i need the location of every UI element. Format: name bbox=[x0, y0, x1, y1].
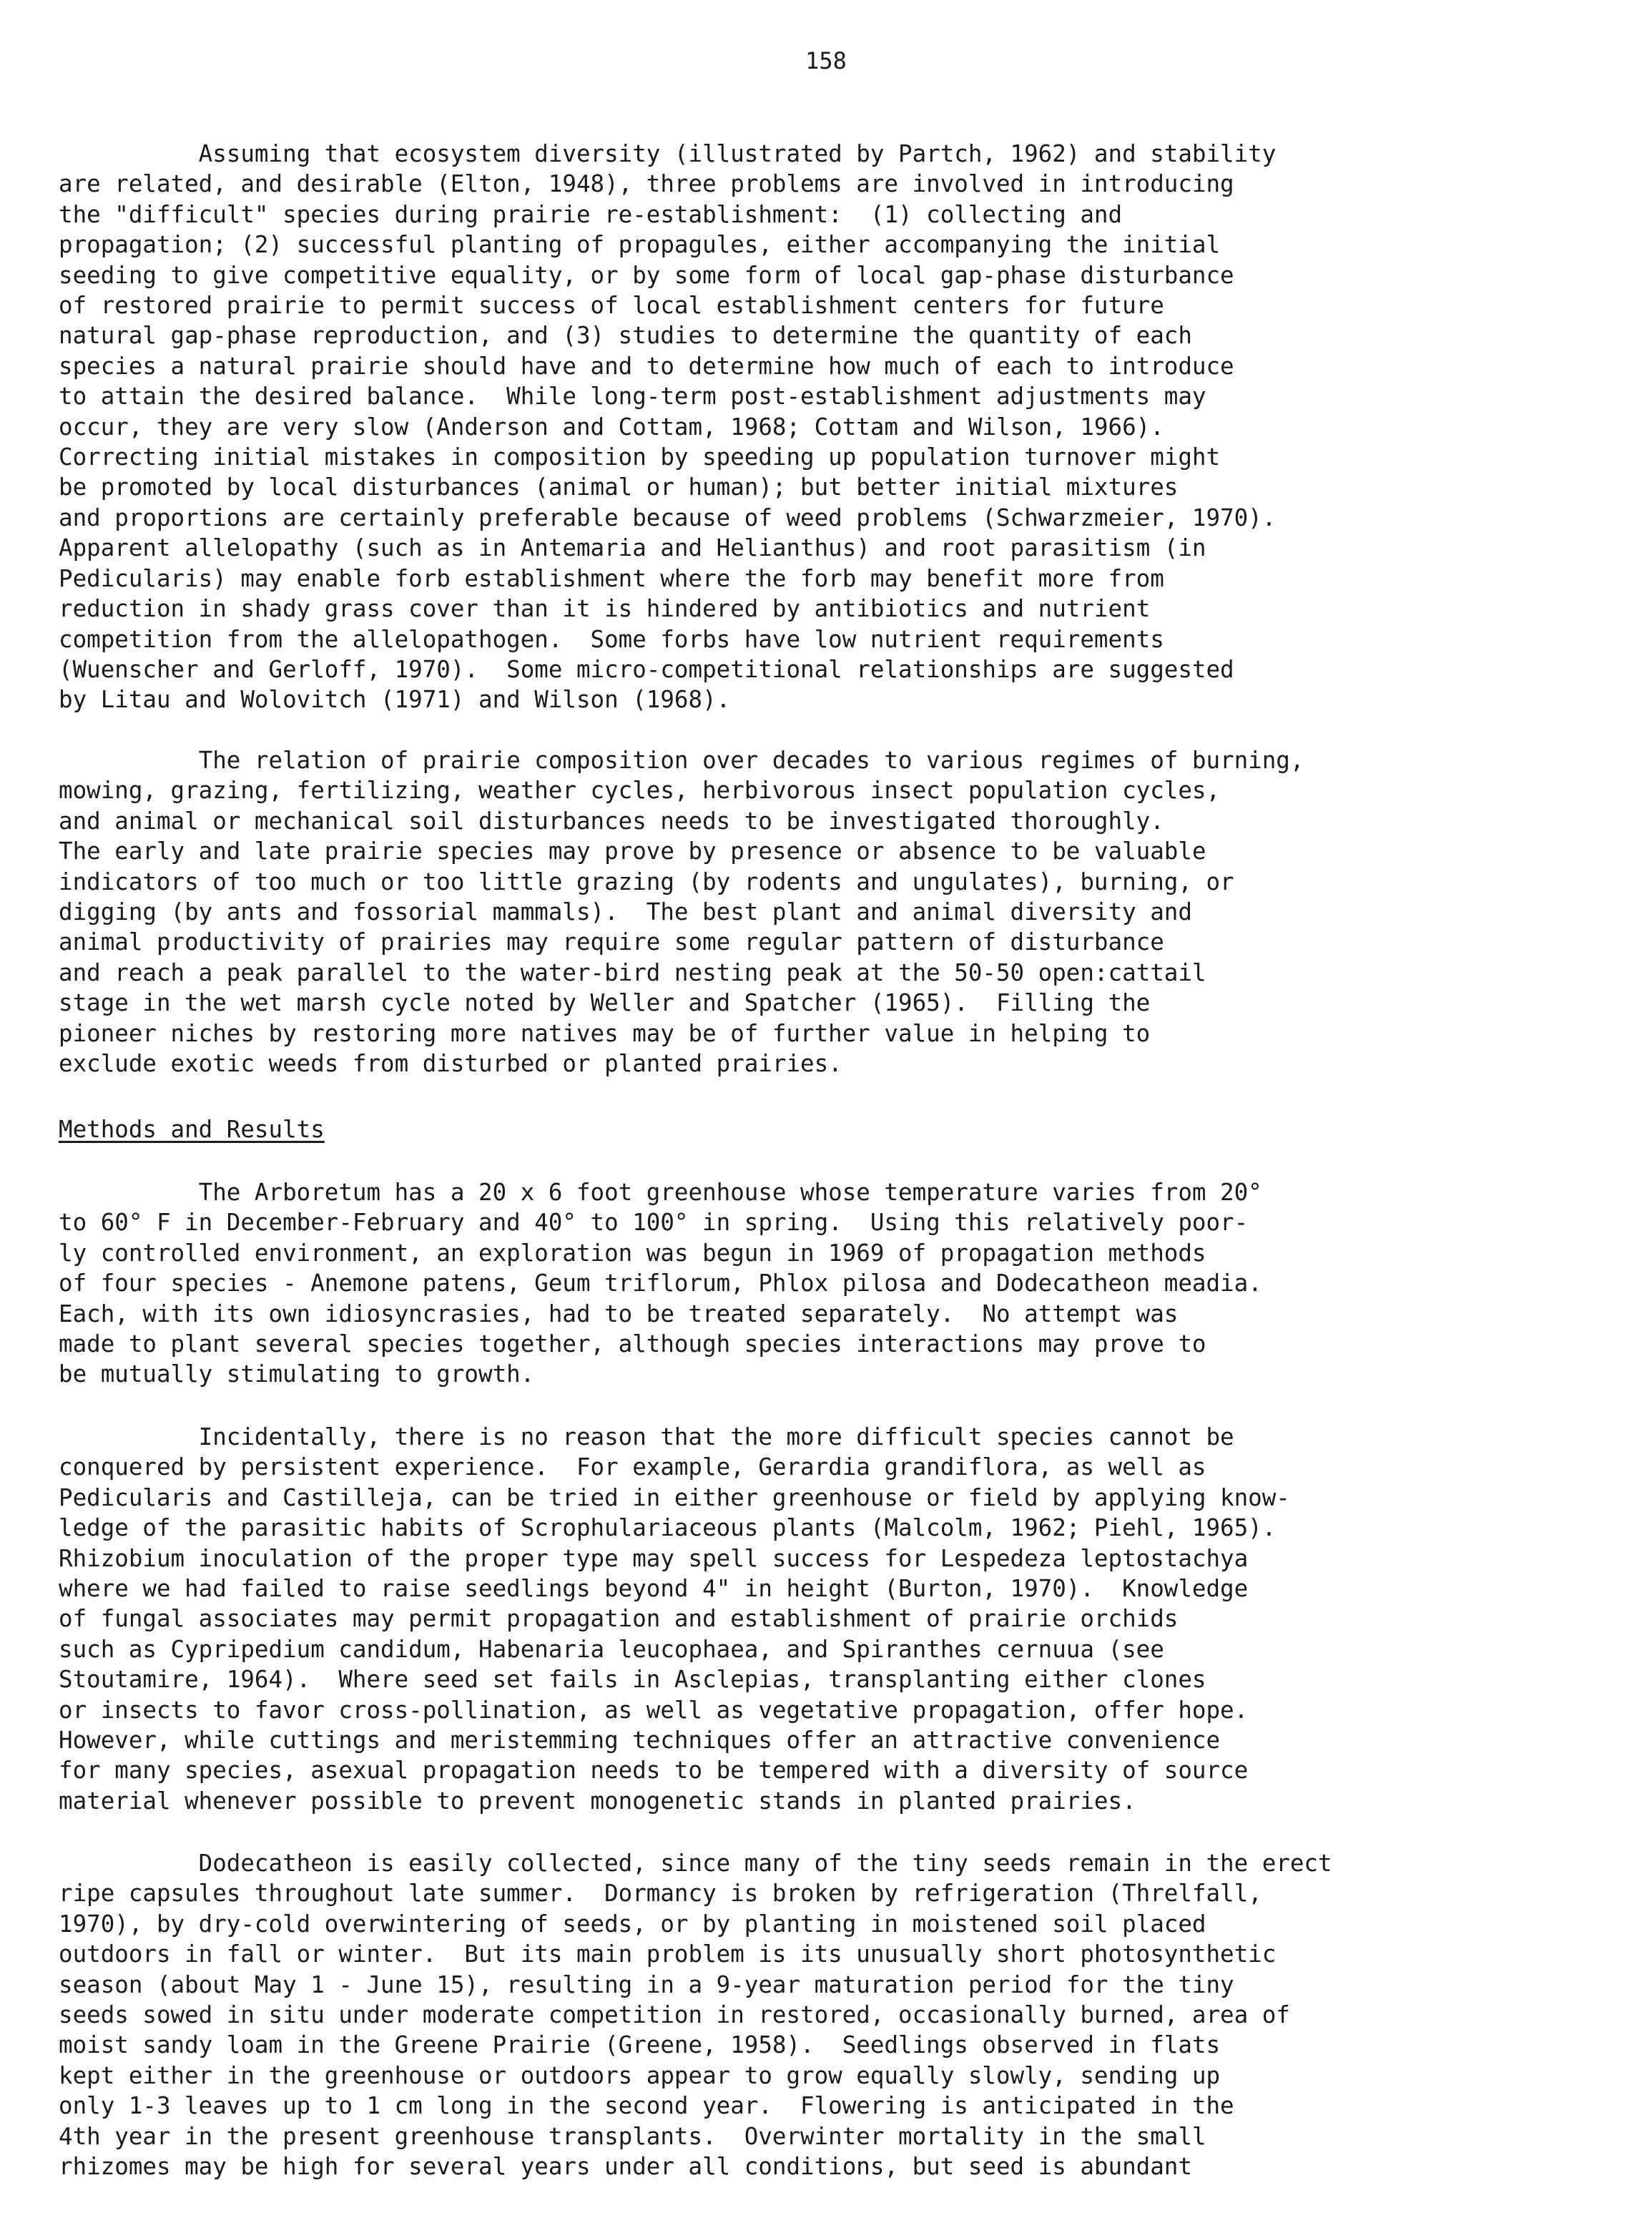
text-line: ledge of the parasitic habits of Scrophulariaceous plants (Malcolm, 1962; Piehl, 1965). bbox=[59, 1514, 1277, 1542]
text-line: species a natural prairie should have and to determine how much of each to introduce bbox=[59, 352, 1234, 380]
text-line: kept either in the greenhouse or outdoors appear to grow equally slowly, sending up bbox=[59, 2061, 1221, 2089]
text-line: are related, and desirable (Elton, 1948), three problems are involved in introducing bbox=[59, 170, 1234, 198]
text-line: material whenever possible to prevent monogenetic stands in planted prairies. bbox=[59, 1787, 1136, 1815]
paragraph-ecosystem-diversity bbox=[59, 139, 1603, 715]
text-line: and animal or mechanical soil disturbances needs to be investigated thoroughly. bbox=[59, 807, 1164, 835]
text-line: Apparent allelopathy (such as in Antemaria and Helianthus) and root parasitism (in bbox=[59, 534, 1206, 562]
text-line: natural gap-phase reproduction, and (3) studies to determine the quantity of each bbox=[59, 322, 1192, 350]
text-line: 4th year in the present greenhouse transplants. Overwinter mortality in the small bbox=[59, 2122, 1206, 2150]
text-line: such as Cypripedium candidum, Habenaria leucophaea, and Spiranthes cernuua (see bbox=[59, 1635, 1164, 1663]
text-line: mowing, grazing, fertilizing, weather cycles, herbivorous insect population cycles, bbox=[59, 777, 1221, 805]
text-line: Dodecatheon is easily collected, since many of the tiny seeds remain in the erect bbox=[59, 1850, 1332, 1877]
text-line: reduction in shady grass cover than it is hindered by antibiotics and nutrient bbox=[59, 595, 1151, 623]
text-line: 1970), by dry-cold overwintering of seeds, or by planting in moistened soil placed bbox=[59, 1910, 1206, 1938]
text-line: (Wuenscher and Gerloff, 1970). Some micro-competitional relationships are suggested bbox=[59, 655, 1234, 683]
text-line: occur, they are very slow (Anderson and Cottam, 1968; Cottam and Wilson, 1966). bbox=[59, 413, 1164, 441]
text-line: for many species, asexual propagation needs to be tempered with a diversity of source bbox=[59, 1757, 1249, 1785]
text-line: Each, with its own idiosyncrasies, had to be treated separately. No attempt was bbox=[59, 1300, 1179, 1327]
paragraph-difficult-species bbox=[59, 1422, 1603, 1816]
page-number: 158 bbox=[805, 47, 847, 74]
text-line: stage in the wet marsh cycle noted by Weller and Spatcher (1965). Filling the bbox=[59, 989, 1151, 1017]
text-line: and reach a peak parallel to the water-bird nesting peak at the 50-50 open:cattail bbox=[59, 958, 1206, 986]
paragraph-arboretum-greenhouse bbox=[59, 1177, 1603, 1390]
section-heading-methods bbox=[59, 1114, 1603, 1144]
text-line: propagation; (2) successful planting of propagules, either accompanying the initial bbox=[59, 231, 1221, 259]
text-line: Correcting initial mistakes in composition by speeding up population turnover might bbox=[59, 443, 1221, 471]
section-heading: Methods and Results bbox=[59, 1116, 325, 1143]
paragraph-prairie-composition bbox=[59, 745, 1603, 1079]
text-line: pioneer niches by restoring more natives may be of further value in helping to bbox=[59, 1019, 1151, 1047]
text-line: digging (by ants and fossorial mammals). The best plant and animal diversity and bbox=[59, 898, 1192, 926]
text-line: ripe capsules throughout late summer. Dormancy is broken by refrigeration (Threlfall, bbox=[59, 1880, 1262, 1908]
text-line: of four species - Anemone patens, Geum triflorum, Phlox pilosa and Dodecatheon meadia. bbox=[59, 1270, 1262, 1297]
text-line: Rhizobium inoculation of the proper type may spell success for Lespedeza leptostachya bbox=[59, 1544, 1249, 1572]
text-line: The relation of prairie composition over decades to various regimes of burning, bbox=[59, 747, 1304, 774]
text-line: Assuming that ecosystem diversity (illustrated by Partch, 1962) and stability bbox=[59, 140, 1277, 167]
text-line: to attain the desired balance. While long-term post-establishment adjustments may bbox=[59, 383, 1206, 411]
text-line: or insects to favor cross-pollination, as well as vegetative propagation, offer hope. bbox=[59, 1696, 1249, 1724]
text-line: only 1-3 leaves up to 1 cm long in the second year. Flowering is anticipated in the bbox=[59, 2092, 1234, 2120]
text-line: to 60° F in December-February and 40° to 100° in spring. Using this relatively poor- bbox=[59, 1209, 1249, 1237]
text-line: by Litau and Wolovitch (1971) and Wilson (1968). bbox=[59, 686, 731, 714]
text-line: rhizomes may be high for several years under all conditions, but seed is abundant bbox=[59, 2153, 1192, 2181]
text-line: ly controlled environment, an exploration was begun in 1969 of propagation methods bbox=[59, 1239, 1206, 1267]
text-line: seeds sowed in situ under moderate competition in restored, occasionally burned, area of bbox=[59, 2001, 1290, 2029]
text-line: exclude exotic weeds from disturbed or planted prairies. bbox=[59, 1050, 842, 1078]
text-line: the "difficult" species during prairie re-establishment: (1) collecting and bbox=[59, 200, 1123, 228]
text-line: be promoted by local disturbances (animal or human); but better initial mixtures bbox=[59, 473, 1179, 501]
text-line: of restored prairie to permit success of local establishment centers for future bbox=[59, 292, 1164, 320]
paragraph-dodecatheon bbox=[59, 1848, 1603, 2181]
text-line: Incidentally, there is no reason that the more difficult species cannot be bbox=[59, 1423, 1234, 1451]
text-line: moist sandy loam in the Greene Prairie (Greene, 1958). Seedlings observed in flats bbox=[59, 2031, 1221, 2059]
text-line: conquered by persistent experience. For example, Gerardia grandiflora, as well as bbox=[59, 1453, 1206, 1481]
text-line: indicators of too much or too little grazing (by rodents and ungulates), burning, or bbox=[59, 868, 1234, 895]
text-line: and proportions are certainly preferable because of weed problems (Schwarzmeier, 1970). bbox=[59, 504, 1277, 531]
text-line: animal productivity of prairies may require some regular pattern of disturbance bbox=[59, 928, 1164, 956]
text-line: be mutually stimulating to growth. bbox=[59, 1360, 535, 1388]
text-line: of fungal associates may permit propagation and establishment of prairie orchids bbox=[59, 1605, 1179, 1633]
text-line: Stoutamire, 1964). Where seed set fails in Asclepias, transplanting either clones bbox=[59, 1666, 1206, 1694]
text-line: made to plant several species together, although species interactions may prove to bbox=[59, 1330, 1206, 1358]
text-line: competition from the allelopathogen. Some forbs have low nutrient requirements bbox=[59, 625, 1164, 653]
text-line: The early and late prairie species may prove by presence or absence to be valuable bbox=[59, 838, 1206, 865]
text-line: The Arboretum has a 20 x 6 foot greenhouse whose temperature varies from 20° bbox=[59, 1179, 1262, 1206]
text-line: Pedicularis and Castilleja, can be tried in either greenhouse or field by applying know- bbox=[59, 1483, 1290, 1511]
text-line: where we had failed to raise seedlings beyond 4" in height (Burton, 1970). Knowledge bbox=[59, 1575, 1249, 1603]
text-line: season (about May 1 - June 15), resulting in a 9-year maturation period for the tiny bbox=[59, 1970, 1234, 1998]
text-line: seeding to give competitive equality, or by some form of local gap-phase disturbance bbox=[59, 261, 1234, 289]
text-line: outdoors in fall or winter. But its main problem is its unusually short photosynthetic bbox=[59, 1940, 1277, 1968]
text-line: However, while cuttings and meristemming techniques offer an attractive convenience bbox=[59, 1727, 1221, 1754]
text-line: Pedicularis) may enable forb establishment where the forb may benefit more from bbox=[59, 564, 1164, 592]
